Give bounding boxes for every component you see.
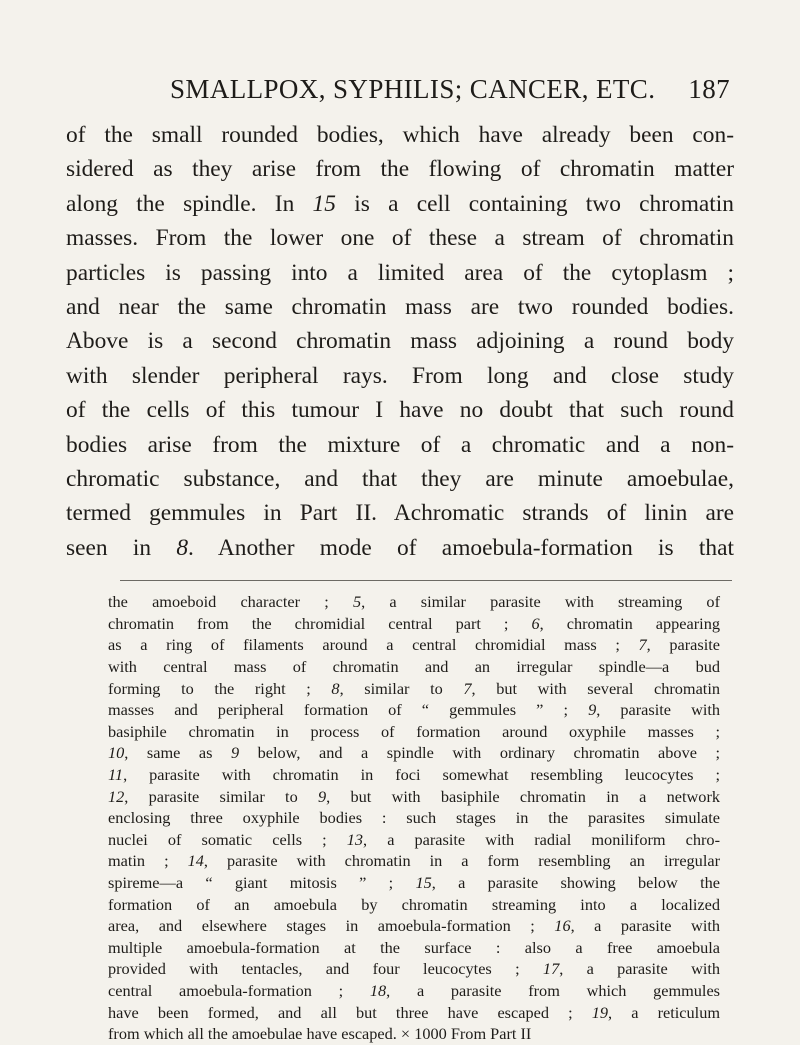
text-run: , parasite with chromatin in a form resembling an irregular — [203, 851, 720, 871]
text-run: sidered as they arise from the flowing of chromatin matter — [66, 156, 734, 183]
text-run: , but with basiphile chromatin in a network — [326, 786, 721, 806]
footnote-line — [108, 915, 720, 937]
text-run: basiphile chromatin in process of formation around oxyphile masses ; — [108, 721, 720, 741]
text-line — [66, 462, 734, 496]
text-run: termed gemmules in Part II. Achromatic strands of linin are — [66, 500, 734, 527]
text-run: particles is passing into a limited area of the cytoplasm ; — [66, 259, 734, 286]
figure-reference: 17 — [542, 959, 560, 979]
text-run: along the spindle. In — [66, 190, 313, 217]
text-run: chromatic substance, and that they are minute amoebulae, — [66, 466, 734, 493]
figure-reference: 19 — [591, 1002, 609, 1022]
page-header — [66, 66, 734, 110]
text-run: below, and a spindle with ordinary chromatin above ; — [239, 743, 720, 763]
footnote-line — [108, 894, 720, 916]
figure-reference: 16 — [554, 916, 571, 936]
footnote-line — [108, 1002, 720, 1024]
text-run: , a parasite from which gemmules — [386, 980, 721, 1000]
text-line — [66, 152, 734, 186]
text-run: the amoeboid character ; — [108, 592, 353, 612]
figure-reference: 10 — [108, 743, 125, 763]
text-run: area, and elsewhere stages in amoebula-formation ; — [108, 916, 555, 936]
text-run: Above is a second chromatin mass adjoining a round body — [66, 328, 734, 355]
text-line — [66, 256, 734, 290]
text-line — [66, 531, 734, 565]
text-run: , a reticulum — [608, 1002, 720, 1022]
text-run: , a parasite with — [570, 916, 721, 936]
text-line — [66, 428, 734, 462]
text-run: nuclei of somatic cells ; — [108, 829, 347, 849]
text-run: , chromatin appearing — [539, 613, 720, 633]
footnote-line — [108, 678, 720, 700]
text-run: seen in — [66, 534, 177, 561]
text-run: , but with several chromatin — [471, 678, 720, 698]
footnote-line — [108, 591, 720, 613]
book-page — [66, 66, 734, 1045]
footnote-line — [108, 656, 720, 678]
figure-reference: 12 — [108, 786, 125, 806]
figure-reference: 8 — [176, 534, 189, 561]
text-run: , parasite with — [596, 700, 721, 720]
figure-reference: 6 — [531, 613, 540, 633]
text-run: , parasite with chromatin in foci somewhat resembling leucocytes ; — [123, 765, 720, 785]
text-run: and near the same chromatin mass are two rounded bodies. — [66, 294, 734, 321]
text-run: forming to the right ; — [108, 678, 332, 698]
figure-reference: 14 — [187, 851, 204, 871]
text-run: , a parasite showing below the — [431, 873, 721, 892]
footnote-line — [108, 764, 720, 786]
text-run: matin ; — [108, 851, 188, 871]
text-line — [66, 118, 734, 152]
text-line — [66, 187, 734, 221]
text-run: , parasite similar to — [124, 786, 319, 806]
footnote-line — [108, 850, 720, 872]
text-run: chromatin from the chromidial central part ; — [108, 613, 532, 633]
text-run: with slender peripheral rays. From long and close study — [66, 362, 734, 389]
footnote-line — [108, 721, 720, 743]
footnote-line — [108, 742, 720, 764]
figure-reference: 8 — [331, 678, 340, 698]
text-run: enclosing three oxyphile bodies : such stages in the parasites simulate — [108, 808, 720, 828]
text-run: . Another mode of amoebula-formation is that — [188, 534, 735, 561]
text-run: , similar to — [339, 678, 464, 698]
text-run: multiple amoebula-formation at the surface : also a free amoebula — [108, 937, 720, 957]
text-run: provided with tentacles, and four leucocytes ; — [108, 959, 543, 979]
footnote-line — [108, 807, 720, 829]
figure-caption-footnote — [108, 591, 720, 1044]
footnote-divider — [120, 580, 732, 581]
footnote-line — [108, 980, 720, 1002]
text-line — [66, 290, 734, 324]
text-line — [66, 359, 734, 393]
footnote-line — [108, 829, 720, 851]
footnote-line — [108, 1023, 720, 1045]
text-run: bodies arise from the mixture of a chromatic and a non- — [66, 431, 734, 458]
text-line — [66, 496, 734, 530]
footnote-line — [108, 958, 720, 980]
figure-reference: 5 — [352, 592, 362, 612]
text-run: spireme—a “ giant mitosis ” ; — [108, 873, 416, 892]
text-run: have been formed, and all but three have escaped ; — [108, 1002, 592, 1022]
text-run: formation of an amoebula by chromatin streaming into a localized — [108, 894, 720, 914]
figure-reference: 7 — [638, 635, 647, 655]
figure-reference: 13 — [346, 829, 364, 849]
main-text — [66, 118, 734, 565]
text-run: , a parasite with radial moniliform chro- — [363, 829, 720, 849]
text-run: from which all the amoebulae have escaped. × 1000 From Part II — [108, 1024, 532, 1044]
text-run: , a similar parasite with streaming of — [361, 592, 720, 612]
footnote-line — [108, 872, 720, 894]
figure-reference: 11 — [108, 765, 124, 785]
figure-reference: 15 — [312, 190, 336, 217]
footnote-line — [108, 937, 720, 959]
text-line — [66, 324, 734, 358]
footnote-line — [108, 786, 720, 808]
text-run: , parasite — [646, 635, 721, 655]
footnote-line — [108, 613, 720, 635]
text-run: with central mass of chromatin and an irregular spindle—a bud — [108, 657, 720, 677]
running-title: SMALLPOX, SYPHILIS; CANCER, ETC. — [170, 74, 656, 104]
text-run: is a cell containing two chromatin — [335, 190, 734, 217]
footnote-line — [108, 699, 720, 721]
text-run: of the cells of this tumour I have no doubt that such round — [66, 397, 734, 424]
text-run: , a parasite with — [559, 959, 721, 979]
text-run: masses. From the lower one of these a stream of chromatin — [66, 225, 734, 252]
text-line — [66, 221, 734, 255]
figure-reference: 9 — [318, 786, 327, 806]
text-run: as a ring of filaments around a central chromidial mass ; — [108, 635, 639, 655]
text-run: masses and peripheral formation of “ gemmules ” ; — [108, 700, 589, 720]
text-run: central amoebula-formation ; — [108, 980, 370, 1000]
figure-reference: 7 — [463, 678, 472, 698]
page-number: 187 — [688, 74, 730, 104]
text-run: , same as — [124, 743, 231, 763]
text-run: of the small rounded bodies, which have already been con- — [66, 122, 734, 148]
footnote-line — [108, 634, 720, 656]
text-line — [66, 393, 734, 427]
figure-reference: 18 — [369, 980, 387, 1000]
figure-reference: 15 — [415, 873, 432, 892]
figure-reference: 9 — [230, 743, 240, 763]
figure-reference: 9 — [588, 700, 597, 720]
